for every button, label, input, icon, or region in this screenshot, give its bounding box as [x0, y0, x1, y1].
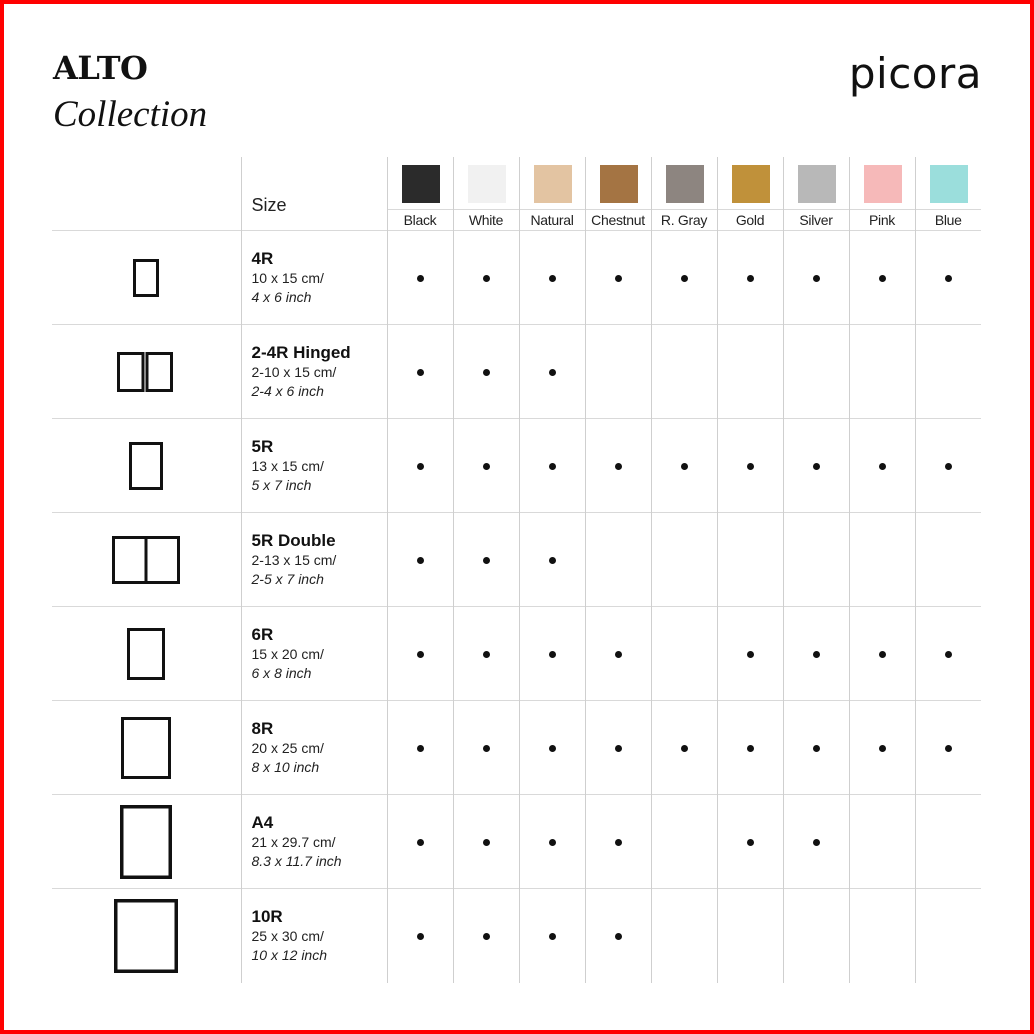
- availability-cell: [849, 419, 915, 513]
- size-cell: [241, 231, 387, 325]
- availability-cell: [783, 325, 849, 419]
- availability-cell: [717, 889, 783, 983]
- available-dot: [417, 651, 424, 658]
- available-dot: [879, 275, 886, 282]
- availability-cell: [387, 513, 453, 607]
- size-cell: [241, 607, 387, 701]
- availability-cell: [519, 701, 585, 795]
- color-swatch: [864, 165, 902, 203]
- swatch-area: [586, 157, 651, 210]
- availability-cell: [651, 889, 717, 983]
- table-row: [52, 607, 981, 701]
- available-dot: [549, 557, 556, 564]
- available-dot: [483, 463, 490, 470]
- availability-cell: [387, 607, 453, 701]
- availability-table: [52, 157, 981, 983]
- color-swatch: [402, 165, 440, 203]
- availability-cell: [453, 889, 519, 983]
- available-dot: [549, 745, 556, 752]
- availability-cell: [849, 889, 915, 983]
- color-name-label: Silver: [799, 212, 833, 228]
- availability-cell: [519, 889, 585, 983]
- size-metric: 25 x 30 cm/: [251, 927, 324, 944]
- table-row: [52, 231, 981, 325]
- color-header-r-gray: [651, 157, 717, 231]
- brand-logo: picora: [848, 49, 982, 98]
- availability-cell: [849, 513, 915, 607]
- frame-shape-cell: [52, 701, 241, 795]
- color-header-gold: [717, 157, 783, 231]
- frame-shape-cell: [52, 419, 241, 513]
- single-frame-icon: [128, 441, 164, 491]
- color-name-label: Blue: [934, 212, 962, 228]
- availability-cell: [915, 513, 981, 607]
- available-dot: [813, 745, 820, 752]
- frame-icon-header: [52, 157, 241, 231]
- swatch-area: [388, 157, 453, 210]
- swatch-area: [718, 157, 783, 210]
- single-frame-icon: [132, 258, 160, 298]
- availability-cell: [915, 325, 981, 419]
- color-name-label: Black: [403, 212, 437, 228]
- availability-cell: [585, 325, 651, 419]
- color-name-label: Natural: [530, 212, 574, 228]
- swatch-area: [850, 157, 915, 210]
- size-column-header: [241, 157, 387, 231]
- availability-cell: [915, 419, 981, 513]
- available-dot: [549, 933, 556, 940]
- availability-cell: [717, 419, 783, 513]
- color-header-blue: [915, 157, 981, 231]
- color-header-natural: [519, 157, 585, 231]
- size-cell: [241, 701, 387, 795]
- availability-cell: [783, 889, 849, 983]
- size-cell: [241, 419, 387, 513]
- available-dot: [945, 275, 952, 282]
- size-inch: 8 x 10 inch: [251, 758, 320, 775]
- availability-cell: [915, 889, 981, 983]
- available-dot: [417, 933, 424, 940]
- color-header-pink: [849, 157, 915, 231]
- availability-cell: [651, 701, 717, 795]
- available-dot: [483, 651, 490, 658]
- availability-cell: [783, 419, 849, 513]
- color-header-black: [387, 157, 453, 231]
- availability-cell: [387, 795, 453, 889]
- color-name-label: Pink: [868, 212, 896, 228]
- available-dot: [417, 369, 424, 376]
- availability-cell: [453, 513, 519, 607]
- frame-shape-cell: [52, 607, 241, 701]
- availability-cell: [453, 325, 519, 419]
- availability-cell: [387, 701, 453, 795]
- single-frame-icon: [113, 898, 179, 974]
- availability-cell: [651, 513, 717, 607]
- availability-cell: [519, 231, 585, 325]
- swatch-area: [454, 157, 519, 210]
- size-metric: 2-13 x 15 cm/: [251, 551, 337, 568]
- available-dot: [417, 463, 424, 470]
- availability-cell: [849, 325, 915, 419]
- availability-cell: [585, 889, 651, 983]
- availability-cell: [783, 231, 849, 325]
- availability-cell: [915, 607, 981, 701]
- color-name-label: R. Gray: [660, 212, 708, 228]
- availability-cell: [651, 607, 717, 701]
- availability-cell: [585, 419, 651, 513]
- table-row: [52, 419, 981, 513]
- availability-cell: [585, 701, 651, 795]
- frame-shape-cell: [52, 513, 241, 607]
- hinged-frame-icon: [116, 351, 176, 393]
- available-dot: [945, 651, 952, 658]
- swatch-area: [784, 157, 849, 210]
- size-cell: [241, 325, 387, 419]
- size-inch: 4 x 6 inch: [251, 288, 312, 305]
- table-row: [52, 889, 981, 983]
- size-cell: [241, 513, 387, 607]
- availability-cell: [453, 231, 519, 325]
- availability-cell: [387, 325, 453, 419]
- color-header-chestnut: [585, 157, 651, 231]
- availability-cell: [849, 607, 915, 701]
- availability-cell: [387, 231, 453, 325]
- size-name: 6R: [251, 624, 274, 644]
- size-metric: 21 x 29.7 cm/: [251, 833, 336, 850]
- available-dot: [747, 745, 754, 752]
- color-swatch: [666, 165, 704, 203]
- availability-cell: [519, 513, 585, 607]
- availability-cell: [585, 607, 651, 701]
- size-header-label: Size: [251, 195, 287, 215]
- swatch-area: [520, 157, 585, 210]
- available-dot: [549, 275, 556, 282]
- color-swatch: [600, 165, 638, 203]
- available-dot: [483, 839, 490, 846]
- available-dot: [879, 651, 886, 658]
- available-dot: [747, 839, 754, 846]
- availability-cell: [915, 795, 981, 889]
- available-dot: [483, 275, 490, 282]
- table-header-row: [52, 157, 981, 231]
- color-name-label: Chestnut: [591, 212, 645, 228]
- available-dot: [615, 275, 622, 282]
- availability-cell: [519, 325, 585, 419]
- single-frame-icon: [119, 804, 173, 880]
- swatch-area: [916, 157, 982, 210]
- color-swatch: [798, 165, 836, 203]
- availability-cell: [453, 701, 519, 795]
- size-inch: 2-5 x 7 inch: [251, 570, 324, 587]
- color-name-label: Gold: [735, 212, 765, 228]
- available-dot: [615, 463, 622, 470]
- availability-cell: [783, 701, 849, 795]
- available-dot: [417, 745, 424, 752]
- size-name: 5R Double: [251, 530, 336, 550]
- available-dot: [615, 839, 622, 846]
- size-metric: 13 x 15 cm/: [251, 457, 324, 474]
- color-header-silver: [783, 157, 849, 231]
- availability-cell: [651, 419, 717, 513]
- double-frame-icon: [111, 535, 181, 585]
- available-dot: [681, 745, 688, 752]
- size-inch: 2-4 x 6 inch: [251, 382, 324, 399]
- table-row: [52, 795, 981, 889]
- frame-shape-cell: [52, 325, 241, 419]
- frame-shape-cell: [52, 889, 241, 983]
- available-dot: [615, 933, 622, 940]
- availability-cell: [849, 231, 915, 325]
- availability-cell: [849, 701, 915, 795]
- size-name: 10R: [251, 906, 283, 926]
- availability-cell: [651, 325, 717, 419]
- color-swatch: [732, 165, 770, 203]
- availability-cell: [519, 607, 585, 701]
- available-dot: [813, 275, 820, 282]
- size-inch: 8.3 x 11.7 inch: [251, 852, 342, 869]
- available-dot: [483, 557, 490, 564]
- available-dot: [417, 557, 424, 564]
- available-dot: [417, 839, 424, 846]
- availability-cell: [453, 795, 519, 889]
- available-dot: [747, 463, 754, 470]
- available-dot: [945, 745, 952, 752]
- available-dot: [615, 745, 622, 752]
- availability-cell: [387, 419, 453, 513]
- availability-cell: [849, 795, 915, 889]
- size-name: 5R: [251, 436, 274, 456]
- color-swatch: [534, 165, 572, 203]
- available-dot: [549, 463, 556, 470]
- size-name: A4: [251, 812, 274, 832]
- availability-cell: [585, 795, 651, 889]
- availability-cell: [717, 607, 783, 701]
- available-dot: [549, 651, 556, 658]
- availability-cell: [915, 701, 981, 795]
- collection-title: ALTO: [53, 49, 148, 87]
- available-dot: [747, 275, 754, 282]
- color-header-white: [453, 157, 519, 231]
- availability-cell: [783, 513, 849, 607]
- size-cell: [241, 795, 387, 889]
- availability-cell: [651, 795, 717, 889]
- collection-subtitle: Collection: [53, 94, 208, 135]
- size-metric: 15 x 20 cm/: [251, 645, 324, 662]
- color-swatch: [468, 165, 506, 203]
- available-dot: [615, 651, 622, 658]
- availability-cell: [387, 889, 453, 983]
- size-metric: 10 x 15 cm/: [251, 269, 324, 286]
- availability-cell: [651, 231, 717, 325]
- available-dot: [879, 463, 886, 470]
- availability-cell: [717, 325, 783, 419]
- available-dot: [549, 839, 556, 846]
- availability-cell: [717, 231, 783, 325]
- availability-cell: [585, 513, 651, 607]
- color-swatch: [930, 165, 968, 203]
- available-dot: [417, 275, 424, 282]
- availability-cell: [717, 513, 783, 607]
- available-dot: [483, 933, 490, 940]
- available-dot: [549, 369, 556, 376]
- size-name: 4R: [251, 248, 274, 268]
- availability-cell: [717, 701, 783, 795]
- availability-cell: [915, 231, 981, 325]
- availability-cell: [519, 795, 585, 889]
- size-name: 8R: [251, 718, 274, 738]
- available-dot: [945, 463, 952, 470]
- available-dot: [813, 839, 820, 846]
- available-dot: [813, 651, 820, 658]
- table-row: [52, 513, 981, 607]
- availability-cell: [717, 795, 783, 889]
- swatch-area: [652, 157, 717, 210]
- size-metric: 20 x 25 cm/: [251, 739, 324, 756]
- table-row: [52, 325, 981, 419]
- available-dot: [483, 745, 490, 752]
- available-dot: [681, 463, 688, 470]
- size-metric: 2-10 x 15 cm/: [251, 363, 337, 380]
- availability-cell: [585, 231, 651, 325]
- single-frame-icon: [120, 716, 172, 780]
- size-inch: 6 x 8 inch: [251, 664, 312, 681]
- available-dot: [879, 745, 886, 752]
- size-inch: 10 x 12 inch: [251, 946, 327, 963]
- size-name: 2-4R Hinged: [251, 342, 351, 362]
- availability-cell: [519, 419, 585, 513]
- color-name-label: White: [468, 212, 504, 228]
- size-inch: 5 x 7 inch: [251, 476, 312, 493]
- availability-cell: [453, 419, 519, 513]
- availability-cell: [453, 607, 519, 701]
- single-frame-icon: [126, 627, 166, 681]
- table-body: [52, 231, 981, 983]
- availability-cell: [783, 607, 849, 701]
- available-dot: [681, 275, 688, 282]
- size-cell: [241, 889, 387, 983]
- available-dot: [813, 463, 820, 470]
- frame-shape-cell: [52, 231, 241, 325]
- frame-shape-cell: [52, 795, 241, 889]
- available-dot: [747, 651, 754, 658]
- available-dot: [483, 369, 490, 376]
- availability-cell: [783, 795, 849, 889]
- table-row: [52, 701, 981, 795]
